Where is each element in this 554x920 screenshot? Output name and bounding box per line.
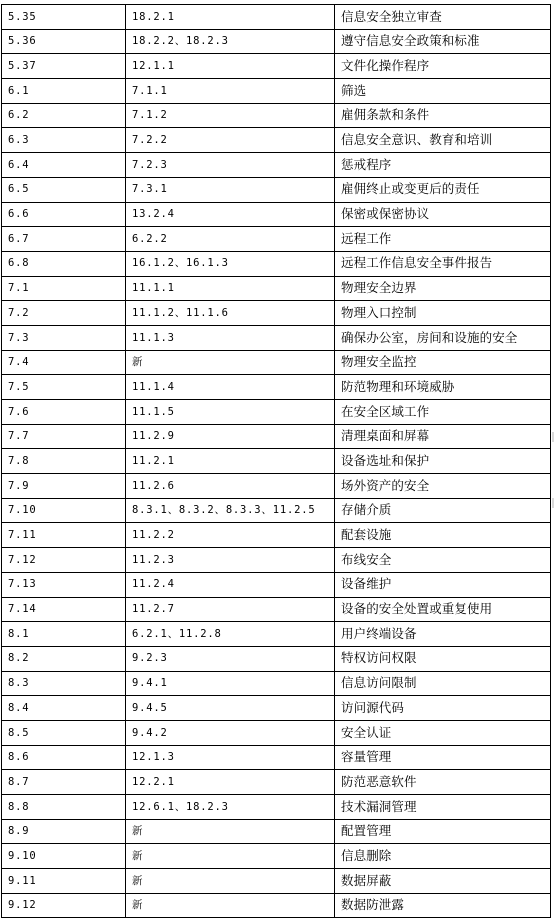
control-title-cell: 确保办公室，房间和设施的安全 — [335, 325, 551, 350]
control-title-cell: 文件化操作程序 — [335, 54, 551, 79]
table-row — [2, 646, 551, 671]
table-row — [2, 696, 551, 721]
new-clause-cell: 5.36 — [2, 29, 126, 54]
control-title-cell: 雇佣条款和条件 — [335, 103, 551, 128]
table-row — [2, 795, 551, 820]
old-clause-cell: 7.1.2 — [126, 103, 335, 128]
control-title-cell: 配置管理 — [335, 819, 551, 844]
table-row — [2, 424, 551, 449]
old-clause-cell: 12.1.3 — [126, 745, 335, 770]
table-row — [2, 103, 551, 128]
old-clause-cell: 7.2.2 — [126, 128, 335, 153]
old-clause-cell: 新 — [126, 844, 335, 869]
new-clause-cell: 7.2 — [2, 301, 126, 326]
old-clause-cell: 11.1.3 — [126, 325, 335, 350]
new-clause-cell: 7.7 — [2, 424, 126, 449]
control-title-cell: 信息访问限制 — [335, 671, 551, 696]
table-row — [2, 251, 551, 276]
control-mapping-table — [1, 4, 551, 918]
table-row — [2, 622, 551, 647]
control-title-cell: 防范恶意软件 — [335, 770, 551, 795]
new-clause-cell: 5.37 — [2, 54, 126, 79]
new-clause-cell: 6.4 — [2, 153, 126, 178]
control-title-cell: 布线安全 — [335, 548, 551, 573]
table-row — [2, 276, 551, 301]
old-clause-cell: 9.2.3 — [126, 646, 335, 671]
control-title-cell: 远程工作 — [335, 227, 551, 252]
table-row — [2, 5, 551, 30]
control-title-cell: 特权访问权限 — [335, 646, 551, 671]
old-clause-cell: 9.4.1 — [126, 671, 335, 696]
table-row — [2, 79, 551, 104]
old-clause-cell: 11.1.1 — [126, 276, 335, 301]
control-title-cell: 技术漏洞管理 — [335, 795, 551, 820]
old-clause-cell: 7.3.1 — [126, 177, 335, 202]
new-clause-cell: 7.13 — [2, 572, 126, 597]
old-clause-cell: 11.2.4 — [126, 572, 335, 597]
table-row — [2, 572, 551, 597]
new-clause-cell: 9.10 — [2, 844, 126, 869]
new-clause-cell: 6.2 — [2, 103, 126, 128]
new-clause-cell: 6.7 — [2, 227, 126, 252]
new-clause-cell: 5.35 — [2, 5, 126, 30]
new-clause-cell: 7.11 — [2, 523, 126, 548]
table-row — [2, 128, 551, 153]
table-row — [2, 770, 551, 795]
new-clause-cell: 7.9 — [2, 474, 126, 499]
new-clause-cell: 8.4 — [2, 696, 126, 721]
table-row — [2, 350, 551, 375]
control-title-cell: 访问源代码 — [335, 696, 551, 721]
table-row — [2, 177, 551, 202]
control-title-cell: 信息删除 — [335, 844, 551, 869]
new-clause-cell: 8.5 — [2, 720, 126, 745]
old-clause-cell: 7.2.3 — [126, 153, 335, 178]
old-clause-cell: 6.2.2 — [126, 227, 335, 252]
control-title-cell: 物理入口控制 — [335, 301, 551, 326]
table-row — [2, 819, 551, 844]
new-clause-cell: 7.1 — [2, 276, 126, 301]
new-clause-cell: 9.11 — [2, 869, 126, 894]
table-row — [2, 869, 551, 894]
control-title-cell: 在安全区域工作 — [335, 400, 551, 425]
table-row — [2, 301, 551, 326]
control-title-cell: 遵守信息安全政策和标准 — [335, 29, 551, 54]
table-row — [2, 474, 551, 499]
new-clause-cell: 7.6 — [2, 400, 126, 425]
table-row — [2, 29, 551, 54]
new-clause-cell: 6.3 — [2, 128, 126, 153]
table-row — [2, 227, 551, 252]
old-clause-cell: 11.1.2、11.1.6 — [126, 301, 335, 326]
new-clause-cell: 8.1 — [2, 622, 126, 647]
control-title-cell: 数据屏蔽 — [335, 869, 551, 894]
new-clause-cell: 8.6 — [2, 745, 126, 770]
old-clause-cell: 新 — [126, 869, 335, 894]
control-title-cell: 配套设施 — [335, 523, 551, 548]
old-clause-cell: 11.1.4 — [126, 375, 335, 400]
old-clause-cell: 11.2.7 — [126, 597, 335, 622]
new-clause-cell: 7.14 — [2, 597, 126, 622]
new-clause-cell: 7.4 — [2, 350, 126, 375]
table-row — [2, 400, 551, 425]
new-clause-cell: 8.2 — [2, 646, 126, 671]
new-clause-cell: 7.8 — [2, 449, 126, 474]
control-title-cell: 存储介质 — [335, 498, 551, 523]
old-clause-cell: 11.2.9 — [126, 424, 335, 449]
table-row — [2, 893, 551, 918]
old-clause-cell: 8.3.1、8.3.2、8.3.3、11.2.5 — [126, 498, 335, 523]
old-clause-cell: 7.1.1 — [126, 79, 335, 104]
old-clause-cell: 12.2.1 — [126, 770, 335, 795]
new-clause-cell: 9.12 — [2, 893, 126, 918]
table-row — [2, 548, 551, 573]
control-title-cell: 清理桌面和屏幕 — [335, 424, 551, 449]
control-title-cell: 远程工作信息安全事件报告 — [335, 251, 551, 276]
new-clause-cell: 8.7 — [2, 770, 126, 795]
table-row — [2, 325, 551, 350]
old-clause-cell: 新 — [126, 350, 335, 375]
control-title-cell: 设备维护 — [335, 572, 551, 597]
old-clause-cell: 6.2.1、11.2.8 — [126, 622, 335, 647]
control-title-cell: 容量管理 — [335, 745, 551, 770]
old-clause-cell: 11.2.3 — [126, 548, 335, 573]
table-row — [2, 597, 551, 622]
new-clause-cell: 7.3 — [2, 325, 126, 350]
old-clause-cell: 9.4.2 — [126, 720, 335, 745]
table-row — [2, 671, 551, 696]
control-title-cell: 用户终端设备 — [335, 622, 551, 647]
table-body — [2, 5, 551, 918]
control-title-cell: 设备的安全处置或重复使用 — [335, 597, 551, 622]
table-row — [2, 54, 551, 79]
new-clause-cell: 8.3 — [2, 671, 126, 696]
control-title-cell: 保密或保密协议 — [335, 202, 551, 227]
old-clause-cell: 12.6.1、18.2.3 — [126, 795, 335, 820]
new-clause-cell: 7.12 — [2, 548, 126, 573]
old-clause-cell: 18.2.1 — [126, 5, 335, 30]
table-row — [2, 523, 551, 548]
control-title-cell: 物理安全边界 — [335, 276, 551, 301]
new-clause-cell: 7.10 — [2, 498, 126, 523]
table-row — [2, 202, 551, 227]
old-clause-cell: 11.2.1 — [126, 449, 335, 474]
control-title-cell: 设备选址和保护 — [335, 449, 551, 474]
new-clause-cell: 6.5 — [2, 177, 126, 202]
new-clause-cell: 6.6 — [2, 202, 126, 227]
control-title-cell: 雇佣终止或变更后的责任 — [335, 177, 551, 202]
new-clause-cell: 6.1 — [2, 79, 126, 104]
new-clause-cell: 8.8 — [2, 795, 126, 820]
old-clause-cell: 11.2.2 — [126, 523, 335, 548]
table-row — [2, 844, 551, 869]
new-clause-cell: 8.9 — [2, 819, 126, 844]
table-row — [2, 498, 551, 523]
old-clause-cell: 16.1.2、16.1.3 — [126, 251, 335, 276]
old-clause-cell: 11.1.5 — [126, 400, 335, 425]
control-title-cell: 物理安全监控 — [335, 350, 551, 375]
new-clause-cell: 7.5 — [2, 375, 126, 400]
old-clause-cell: 12.1.1 — [126, 54, 335, 79]
control-title-cell: 信息安全独立审查 — [335, 5, 551, 30]
table-row — [2, 720, 551, 745]
table-row — [2, 375, 551, 400]
control-title-cell: 信息安全意识、教育和培训 — [335, 128, 551, 153]
old-clause-cell: 新 — [126, 819, 335, 844]
new-clause-cell: 6.8 — [2, 251, 126, 276]
old-clause-cell: 11.2.6 — [126, 474, 335, 499]
control-title-cell: 安全认证 — [335, 720, 551, 745]
control-title-cell: 场外资产的安全 — [335, 474, 551, 499]
control-title-cell: 数据防泄露 — [335, 893, 551, 918]
control-title-cell: 筛选 — [335, 79, 551, 104]
control-title-cell: 惩戒程序 — [335, 153, 551, 178]
old-clause-cell: 新 — [126, 893, 335, 918]
table-row — [2, 153, 551, 178]
table-row — [2, 745, 551, 770]
control-title-cell: 防范物理和环境威胁 — [335, 375, 551, 400]
old-clause-cell: 9.4.5 — [126, 696, 335, 721]
table-row — [2, 449, 551, 474]
old-clause-cell: 13.2.4 — [126, 202, 335, 227]
old-clause-cell: 18.2.2、18.2.3 — [126, 29, 335, 54]
